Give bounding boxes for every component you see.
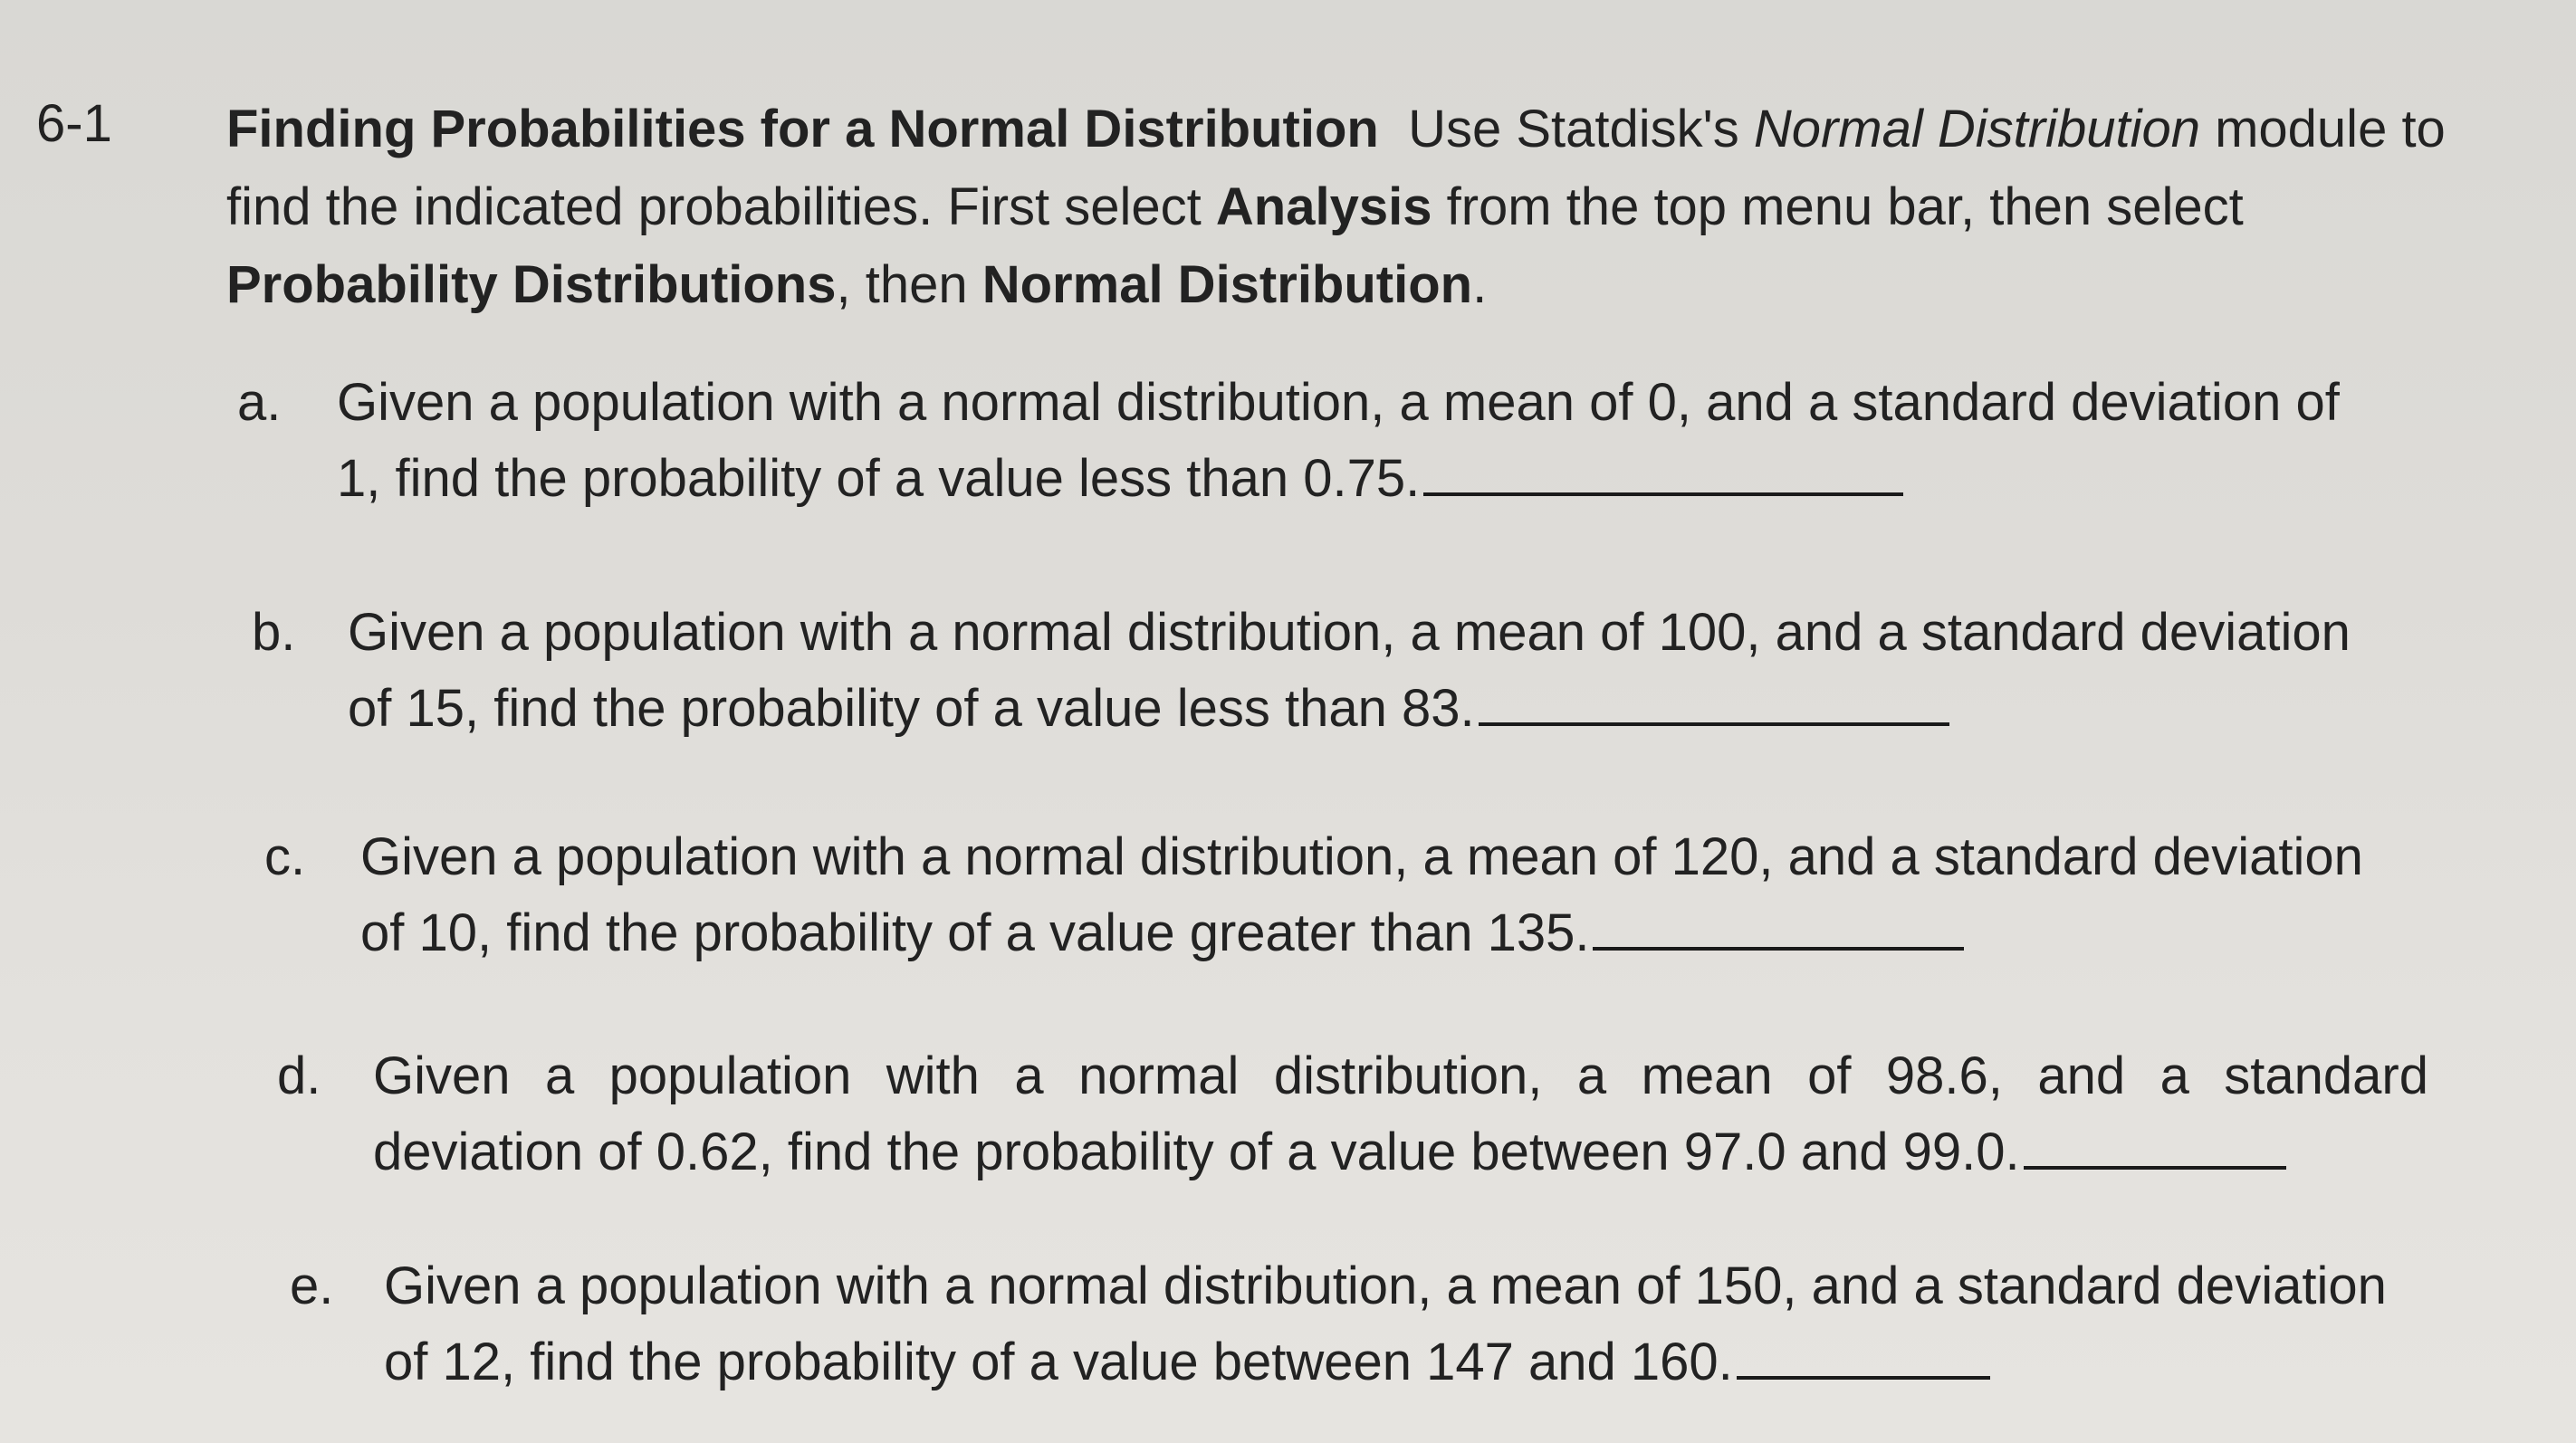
- question-letter: a.: [237, 373, 282, 432]
- question-line-2-text: deviation of 0.62, find the probability of a value between 97.0 and 99.0.: [373, 1123, 2020, 1181]
- question-text: [337, 366, 2483, 516]
- exercise-title: Finding Probabilities for a Normal Distribution: [226, 100, 1379, 158]
- menu-probability-distributions: Probability Distributions: [226, 255, 837, 314]
- question-line-1: Given a population with a normal distribution, a mean of 0, and a standard deviation of: [337, 373, 2340, 432]
- word: with: [886, 1046, 980, 1105]
- question-line-1: Given a population with a normal distribution, a mean of 120, and a standard deviation: [360, 827, 2363, 886]
- word: a: [1576, 1046, 1607, 1105]
- module-name: Normal Distribution: [1753, 100, 2200, 158]
- question-line-2: [348, 670, 2448, 746]
- word: mean: [1641, 1046, 1773, 1105]
- word: Given: [373, 1046, 511, 1105]
- answer-blank[interactable]: [1593, 894, 1964, 951]
- question-line-2-text: 1, find the probability of a value less than 0.75.: [337, 449, 1421, 508]
- intro-text-5: .: [1472, 255, 1488, 314]
- question-line-2: [373, 1113, 2428, 1190]
- question-line-1: Given a population with a normal distribution, a mean of 100, and a standard deviation: [348, 603, 2351, 662]
- answer-blank[interactable]: [1737, 1324, 1990, 1380]
- question-line-1: Given a population with a normal distribution, a mean of 150, and a standard deviation: [384, 1257, 2387, 1315]
- question-line-1: [373, 1039, 2428, 1113]
- word: and: [2037, 1046, 2126, 1105]
- question-text: [384, 1249, 2412, 1400]
- question-text: [360, 820, 2443, 970]
- exercise-number: 6-1: [36, 94, 112, 153]
- question-letter: c.: [264, 827, 306, 886]
- word: a: [544, 1046, 575, 1105]
- menu-normal-distribution: Normal Distribution: [982, 255, 1473, 314]
- question-line-2-text: of 12, find the probability of a value between 147 and 160.: [384, 1333, 1733, 1391]
- question-text: [373, 1039, 2428, 1190]
- word: population: [608, 1046, 852, 1105]
- question-line-2: [360, 894, 2443, 970]
- intro-text-3: from the top menu bar, then select: [1432, 177, 2244, 236]
- word: distribution,: [1273, 1046, 1543, 1105]
- answer-blank[interactable]: [1423, 440, 1903, 496]
- intro-text-2: module to find the indicated probabilities. First select: [226, 100, 2446, 236]
- word: a: [1014, 1046, 1044, 1105]
- question-line-2-text: of 10, find the probability of a value greater than 135.: [360, 903, 1590, 962]
- question-line-2: [384, 1324, 2412, 1400]
- answer-blank[interactable]: [2024, 1113, 2286, 1170]
- intro-text-1: Use Statdisk's: [1408, 100, 1754, 158]
- exercise-instructions: [226, 91, 2508, 324]
- question-letter: e.: [290, 1257, 334, 1315]
- question-letter: b.: [252, 603, 296, 662]
- word: 98.6,: [1885, 1046, 2003, 1105]
- intro-text-4: , then: [836, 255, 982, 314]
- question-line-2-text: of 15, find the probability of a value less than 83.: [348, 679, 1475, 738]
- word: a: [2159, 1046, 2189, 1105]
- word: normal: [1078, 1046, 1240, 1105]
- word: of: [1807, 1046, 1852, 1105]
- menu-analysis: Analysis: [1215, 177, 1432, 236]
- question-text: [348, 596, 2448, 746]
- question-line-2: [337, 440, 2483, 516]
- word: standard: [2224, 1046, 2428, 1105]
- answer-blank[interactable]: [1479, 670, 1949, 726]
- question-letter: d.: [277, 1046, 321, 1105]
